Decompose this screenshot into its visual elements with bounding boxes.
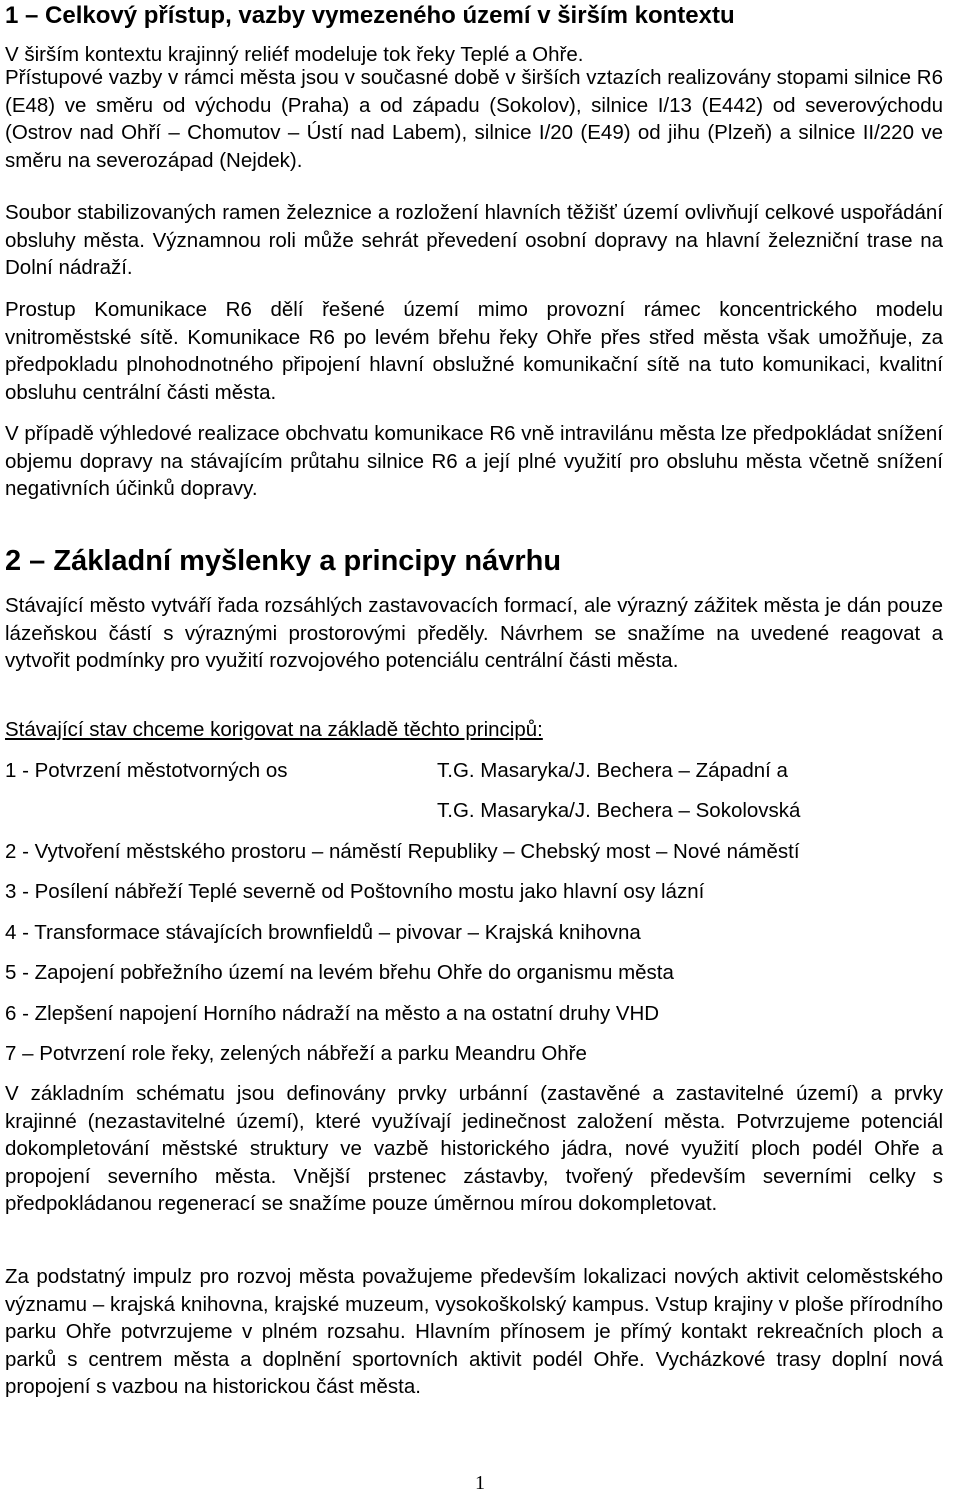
principle-item-3: 3 - Posílení nábřeží Teplé severně od Poštovního mostu jako hlavní osy lázní [5, 880, 705, 903]
section-1-paragraph-3: Soubor stabilizovaných ramen železnice a rozložení hlavních těžišť území ovlivňují celkové uspořádání obsluhy města. Významnou roli může sehrát převedení osobní dopravy na hlavní železniční trase na Dolní nádraží. [5, 201, 943, 279]
section-1-paragraph-2: Přístupové vazby v rámci města jsou v současné době v širších vztazích realizovány stopami silnice R6 (E48) ve směru od východu (Praha) a od západu (Sokolov), silnice I/13 (E442) od severovýchodu (Ostrov nad Ohří – Chomutov – Ústí nad Labem), silnice I/20 (E49) od jihu (Plzeň) a silnice II/220 ve směru na severozápad (Nejdek). [5, 66, 943, 172]
principle-item-2: 2 - Vytvoření městského prostoru – náměstí Republiky – Chebský most – Nové náměstí [5, 840, 800, 863]
principle-item-7: 7 – Potvrzení role řeky, zelených nábřeží a parku Meandru Ohře [5, 1042, 587, 1065]
section-2-paragraph-1: Stávající město vytváří řada rozsáhlých zastavovacích formací, ale výrazný zážitek města je dán pouze lázeňskou částí s výraznými prostorovými předěly. Návrhem se snažíme na uvedené reagovat a vytvořit podmínky pro využití rozvojového potenciálu centrální části města. [5, 594, 943, 672]
principle-item-1-axis-a: T.G. Masaryka/J. Bechera – Západní a [437, 759, 788, 782]
page-number: 1 [475, 1472, 485, 1494]
section-1-paragraph-1: V širším kontextu krajinný reliéf modeluje tok řeky Teplé a Ohře. [5, 43, 584, 66]
principle-item-1 [5, 757, 788, 785]
principle-item-5: 5 - Zapojení pobřežního území na levém břehu Ohře do organismu města [5, 961, 674, 984]
section-2-heading: 2 – Základní myšlenky a principy návrhu [5, 545, 562, 577]
section-1-paragraph-5: V případě výhledové realizace obchvatu komunikace R6 vně intravilánu města lze předpokládat snížení objemu dopravy na stávajícím průtahu silnice R6 a její plné využití pro obsluhu města včetně snížení negativních účinků dopravy. [5, 422, 943, 500]
principle-item-6: 6 - Zlepšení napojení Horního nádraží na město a na ostatní druhy VHD [5, 1002, 660, 1025]
section-1-paragraph-4: Prostup Komunikace R6 dělí řešené území mimo provozní rámec koncentrického modelu vnitroměstské sítě. Komunikace R6 po levém břehu řeky Ohře přes střed města však umožňuje, za předpokladu plnohodnotného připojení hlavní obslužné komunikační sítě na tuto komunikaci, kvalitní obsluhu centrální části města. [5, 298, 943, 404]
principle-item-1-axis-b: T.G. Masaryka/J. Bechera – Sokolovská [437, 799, 801, 822]
section-1-heading: 1 – Celkový přístup, vazby vymezeného území v širším kontextu [5, 2, 735, 29]
section-2-paragraph-2: V základním schématu jsou definovány prvky urbánní (zastavěné a zastavitelné území) a prvky krajinné (nezastavitelné území), které využívají jedinečnost založení města. Potvrzujeme potenciál dokompletování městské struktury ve vazbě historického jádra, nové využití ploch podél Ohře a propojení severního města. Vnější prstenec zástavby, tvořený především severními celky s předpokládanou regenerací se snažíme pouze úměrnou mírou dokompletovat. [5, 1082, 943, 1215]
principle-item-4: 4 - Transformace stávajících brownfieldů – pivovar – Krajská knihovna [5, 921, 641, 944]
section-2-paragraph-3: Za podstatný impulz pro rozvoj města považujeme především lokalizaci nových aktivit celoměstského významu – krajská knihovna, krajské muzeum, vysokoškolský kampus. Vstup krajiny v ploše přírodního parku Ohře potvrzujeme v plném rozsahu. Hlavním přínosem je přímý kontakt rekreačních ploch a parků s centrem města a doplnění sportovních aktivit podél Ohře. Vycházkové trasy doplní nová propojení s vazbou na historickou část města. [5, 1265, 943, 1398]
principles-intro: Stávající stav chceme korigovat na základě těchto principů: [5, 718, 543, 741]
principle-item-1-label: 1 - Potvrzení městotvorných os [5, 759, 288, 782]
